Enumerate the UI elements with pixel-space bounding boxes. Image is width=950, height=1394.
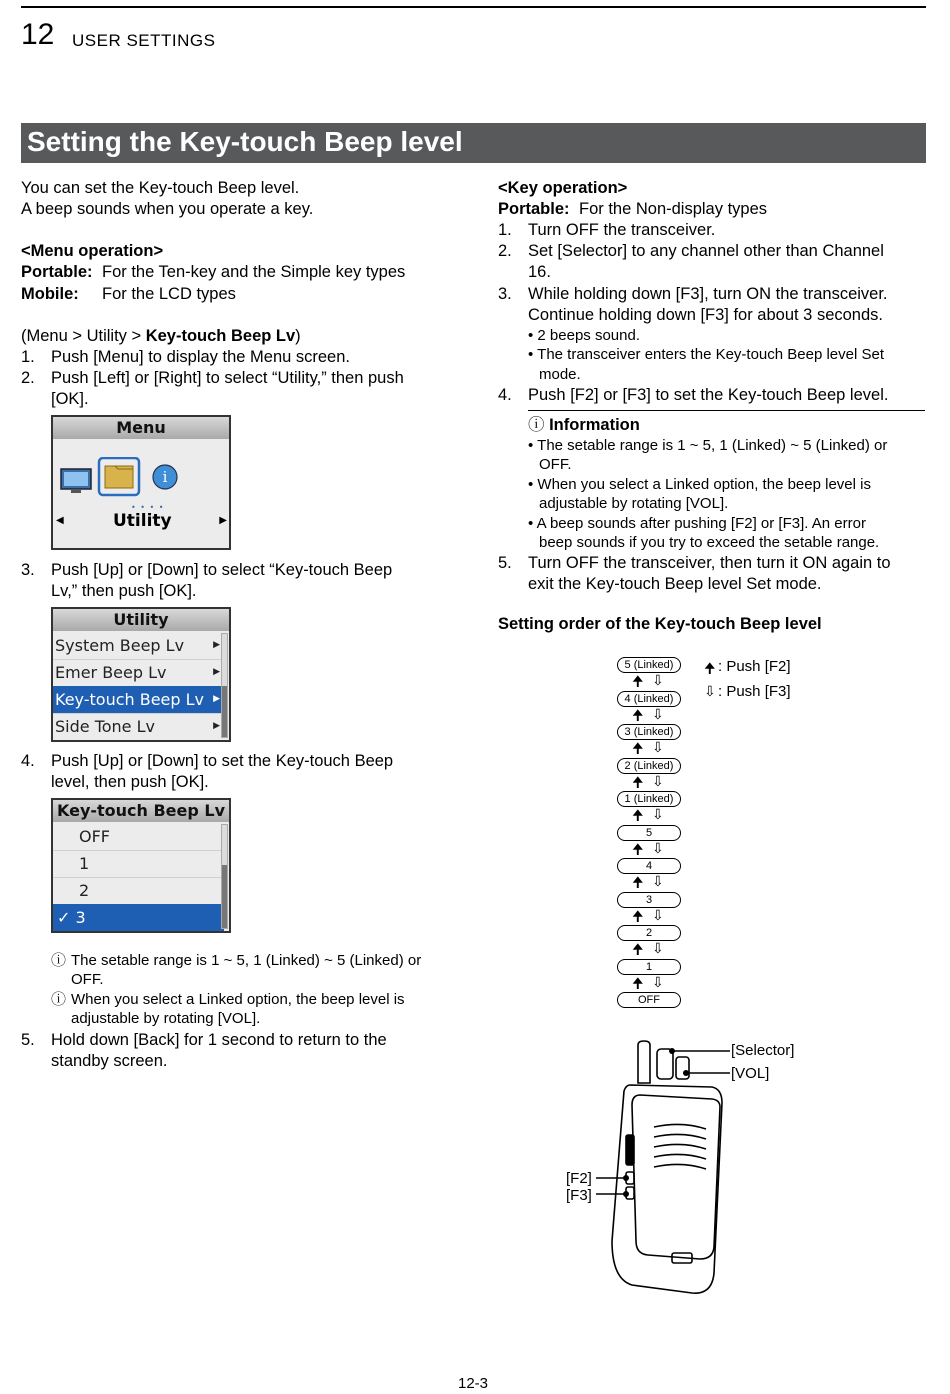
step-text: Push [Up] or [Down] to set the Key-touch Beep [51,752,394,770]
chevron-right-icon: ▶ [213,721,220,731]
arrow-up-solid-icon: 🠉 [632,907,644,924]
lcd-utility-item [53,713,224,741]
lcd-scrollbar [221,824,228,929]
arrow-down-outline-icon: ⇩ [704,683,716,699]
intro-line-1: You can set the Key-touch Beep level. [21,179,300,197]
check-icon: ✓ [57,908,71,927]
arrow-down-outline-icon: ⇩ [652,839,664,856]
left-step-3 [21,560,393,600]
lcd-beep-item: OFF [53,823,224,851]
bullet-text: When you select a Linked option, the beep level is [537,476,871,493]
chapter-title: USER SETTINGS [72,31,216,50]
step-number: 2. [498,242,512,260]
arrow-down-outline-icon: ⇩ [652,940,664,956]
lcd-utility-item-selected [53,686,224,714]
page-dots-icon: • • • • [131,503,165,512]
step-text: While holding down [F3], turn ON the transceiver. [528,285,888,303]
info-bullet-2: • When you select a Linked option, the beep level is [528,476,871,493]
arrow-up-solid-icon: 🠉 [632,706,644,723]
step-text: Hold down [Back] for 1 second to return to the [51,1031,387,1049]
left-step-4 [21,751,394,791]
lcd-beep-screen [51,798,231,933]
step-number: 5. [21,1031,35,1049]
arrow-up-solid-icon: 🠉 [632,874,644,890]
arrow-down-outline-icon: ⇩ [652,873,664,889]
intro-line-2: A beep sounds when you operate a key. [21,200,314,218]
menu-icons [59,457,209,507]
lcd-menu-title: Menu [53,417,229,439]
header-rule [21,6,926,8]
lcd-item-label: Side Tone Lv [55,717,155,736]
f2-label: [F2] [566,1170,592,1187]
arrow-down-outline-icon: ⇩ [652,672,664,688]
menu-path-prefix: (Menu > Utility > [21,327,146,345]
lcd-beep-item: 2 [53,877,224,905]
arrow-up-solid-icon: 🠉 [632,807,644,823]
mobile-label: Mobile: [21,285,79,303]
step-text-cont: 16. [528,263,551,281]
lcd-menu-label: Utility [113,511,172,531]
step-number: 4. [21,752,35,770]
lcd-menu-screen [51,415,231,550]
level-pill: 2 [617,925,681,941]
lcd-beep-item: 1 [53,850,224,878]
info-icon [153,465,177,489]
step-number: 4. [498,386,512,404]
step-text: Push [F2] or [F3] to set the Key-touch Beep level. [528,386,889,404]
info-icon: ⓘ [528,416,545,434]
lcd-utility-title: Utility [53,609,229,631]
lcd-scrollbar [221,633,228,738]
step-text: Set [Selector] to any channel other than Channel [528,242,884,260]
arrow-up-solid-icon: 🠉 [632,941,644,957]
arrow-down-outline-icon: ⇩ [652,973,664,990]
mobile-text: For the LCD types [102,285,236,303]
bullet-text: The setable range is 1 ~ 5, 1 (Linked) ~ 5 (Linked) or [537,437,888,454]
arrow-up-solid-icon: 🠉 [632,773,644,790]
menu-path-bold: Key-touch Beep Lv [145,327,296,345]
info-heading [528,415,640,436]
step3-bullet-2: • The transceiver enters the Key-touch Beep level Set [528,346,885,363]
arrow-up-solid-icon: 🠉 [632,974,644,991]
menu-operation-heading: <Menu operation> [21,242,164,260]
legend-up-text: : Push [F2] [718,658,791,675]
section-title: Setting the Key-touch Beep level [27,126,463,157]
key-operation-heading: <Key operation> [498,179,628,197]
arrow-up-solid-icon: 🠉 [632,840,644,857]
step-number: 3. [498,285,512,303]
arrow-up-solid-icon: 🠉 [632,740,644,756]
bullet-text: 2 beeps sound. [537,327,641,344]
level-pill: 5 (Linked) [617,657,681,673]
svg-text:i: i [162,468,168,486]
vol-label: [VOL] [731,1065,770,1082]
lcd-scroll-thumb [222,865,227,928]
step-number: 5. [498,554,512,572]
note-text-cont: OFF. [71,971,104,988]
lcd-item-label: System Beep Lv [55,636,185,655]
left-step-5 [21,1030,387,1070]
portable-text: For the Ten-key and the Simple key types [102,263,406,281]
bullet-text: The transceiver enters the Key-touch Beep level Set [537,346,885,363]
right-step-4 [498,385,889,406]
step-number: 1. [498,221,512,239]
selector-label: [Selector] [731,1042,795,1059]
step3-bullet-1: • 2 beeps sound. [528,327,641,344]
info-bullet-1: • The setable range is 1 ~ 5, 1 (Linked) ~ 5 (Linked) or [528,437,888,454]
right-step-3 [498,284,888,324]
step-text: Push [Menu] to display the Menu screen. [51,348,350,366]
arrow-down-outline-icon: ⇩ [652,772,664,789]
step-text: Turn OFF the transceiver. [528,221,716,239]
lcd-scroll-thumb [222,686,227,737]
right-portable-text: For the Non-display types [579,200,768,218]
level-pill: OFF [617,992,681,1008]
legend-down-text: : Push [F3] [718,683,791,700]
step-number: 3. [21,561,35,579]
chevron-right-icon: ▶ [213,640,220,650]
info-bullet-2-cont: adjustable by rotating [VOL]. [539,495,729,512]
right-portable-label: Portable: [498,200,570,218]
left-arrow-icon: ◀ [56,515,64,526]
lcd-utility-item [53,632,224,660]
arrow-down-outline-icon: ⇩ [652,739,664,755]
info-bullet-3: • A beep sounds after pushing [F2] or [F3]. An error [528,515,866,532]
level-pill: 1 [617,959,681,975]
step-text-cont: level, then push [OK]. [51,773,209,791]
page-number: 12-3 [458,1375,489,1392]
step3-bullet-2-cont: mode. [539,366,581,383]
lcd-item-label: 3 [75,908,86,927]
lcd-item-label: Key-touch Beep Lv [55,690,205,709]
step-text-cont: Lv,” then push [OK]. [51,582,197,600]
info-icon: ⓘ [51,952,67,969]
bullet-text: A beep sounds after pushing [F2] or [F3]. An error [536,515,866,532]
chevron-right-icon: ▶ [213,694,220,704]
level-pill: 3 [617,892,681,908]
note-text: The setable range is 1 ~ 5, 1 (Linked) ~ 5 (Linked) or [71,952,422,969]
arrow-up-solid-icon: 🠉 [632,673,644,689]
info-bullet-3-cont: beep sounds if you try to exceed the setable range. [539,534,880,551]
info-divider [528,410,925,411]
level-pill: 3 (Linked) [617,724,681,740]
arrow-down-outline-icon: ⇩ [652,806,664,822]
step-text-cont: standby screen. [51,1052,168,1070]
lcd-beep-title: Key-touch Beep Lv [53,800,229,822]
monitor-icon [61,469,91,493]
left-step-2 [21,368,404,408]
portable-label: Portable: [21,263,93,281]
menu-path [21,326,301,347]
step-text: Turn OFF the transceiver, then turn it ON again to [528,554,891,572]
menu-path-suffix: ) [295,327,301,345]
step-number: 2. [21,369,35,387]
step-text-cont: Continue holding down [F3] for about 3 seconds. [528,306,883,324]
level-pill: 5 [617,825,681,841]
step-text: Push [Up] or [Down] to select “Key-touch Beep [51,561,393,579]
f3-label: [F3] [566,1187,592,1204]
chapter-number: 12 [21,18,55,51]
note-text-cont: adjustable by rotating [VOL]. [71,1010,261,1027]
arrow-down-outline-icon: ⇩ [652,705,664,722]
arrow-up-solid-icon: 🠉 [704,660,716,676]
right-step-1 [498,220,716,241]
step-text: Push [Left] or [Right] to select “Utility,” then push [51,369,404,387]
step-number: 1. [21,348,35,366]
right-step-2 [498,241,884,281]
info-bullet-1-cont: OFF. [539,456,572,473]
step-text-cont: exit the Key-touch Beep level Set mode. [528,575,822,593]
arrow-down-outline-icon: ⇩ [652,906,664,923]
note-text: When you select a Linked option, the beep level is [71,991,405,1008]
folder-icon [99,458,139,495]
right-step-5 [498,553,891,593]
lcd-item-label: Emer Beep Lv [55,663,167,682]
level-pill: 1 (Linked) [617,791,681,807]
lcd-beep-item-selected [53,904,224,932]
section-title-bar [21,123,926,163]
info-icon: ⓘ [51,991,67,1008]
chevron-right-icon: ▶ [213,667,220,677]
right-arrow-icon: ▶ [219,515,227,526]
step-text-cont: [OK]. [51,390,89,408]
order-heading: Setting order of the Key-touch Beep level [498,615,822,633]
info-title: Information [549,416,640,434]
lcd-utility-item [53,659,224,687]
level-pill: 4 [617,858,681,874]
lcd-utility-screen [51,607,231,742]
level-pill: 4 (Linked) [617,691,681,707]
level-pill: 2 (Linked) [617,758,681,774]
left-step-1 [21,347,350,368]
transceiver-illustration [560,1035,820,1295]
